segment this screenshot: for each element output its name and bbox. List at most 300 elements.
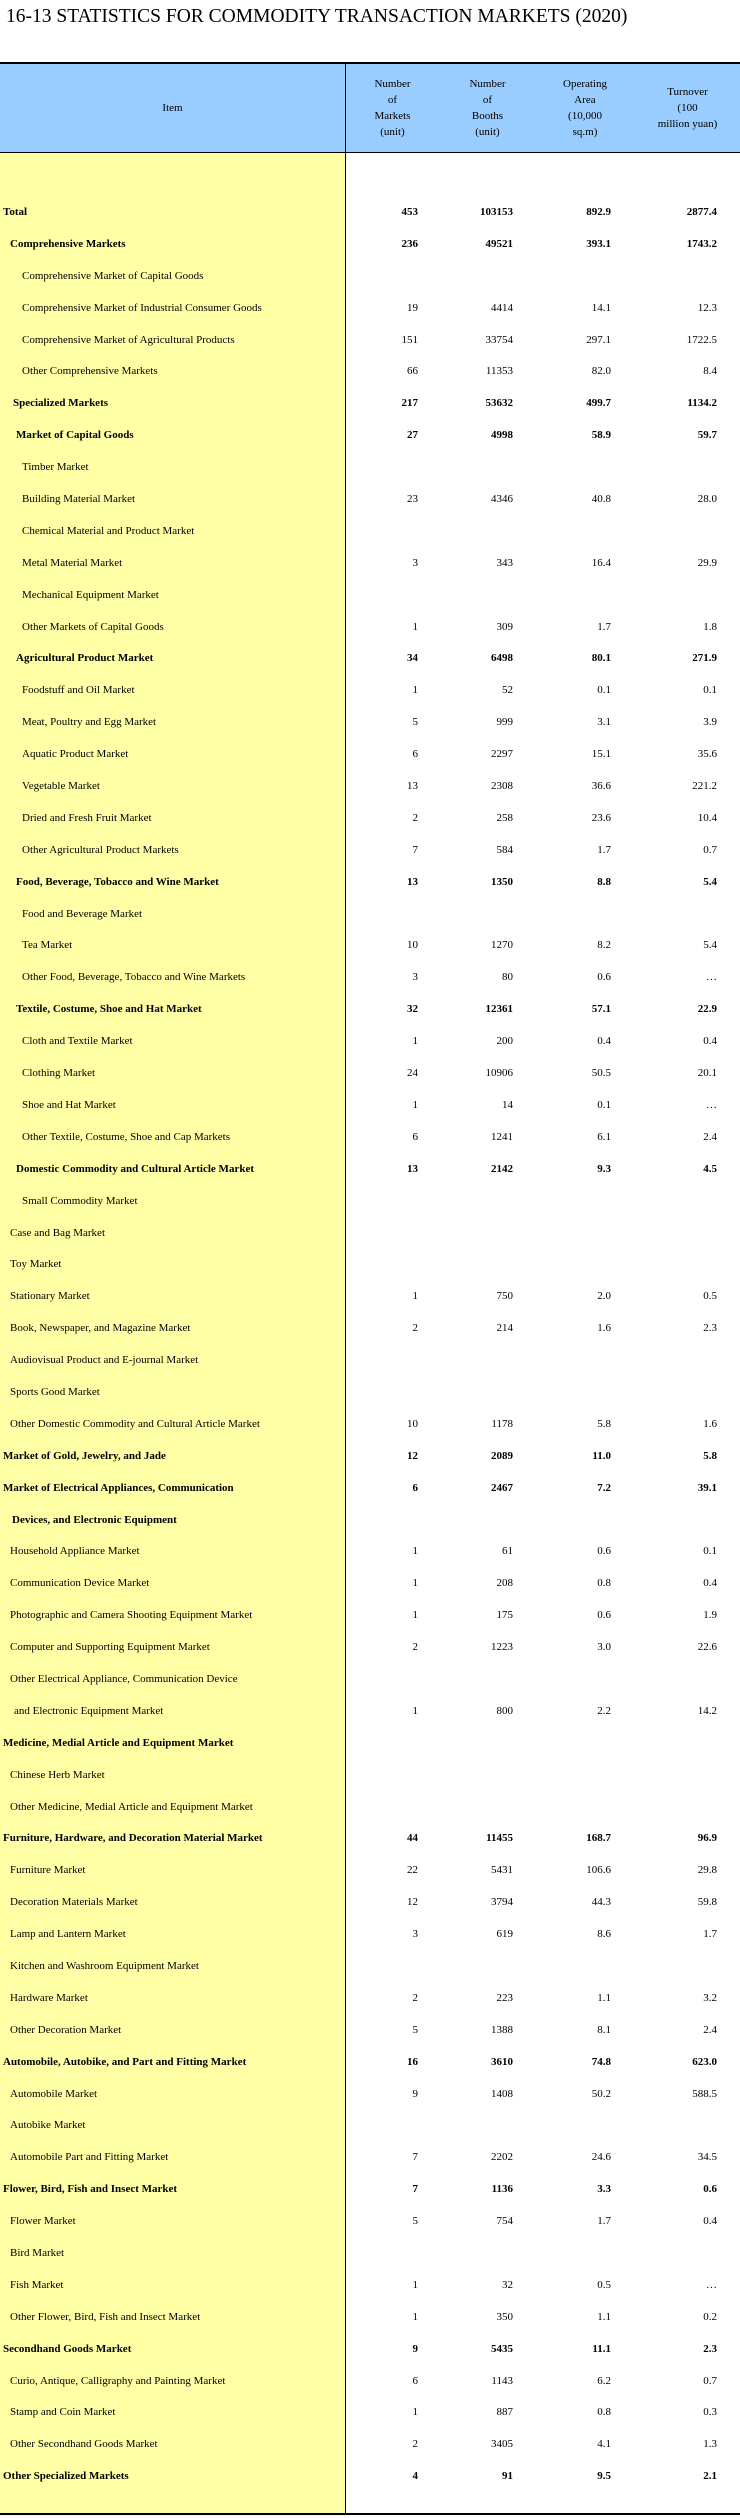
cell-area: 11.1 — [592, 2342, 611, 2355]
cell-area: 1.7 — [597, 843, 611, 856]
cell-booths: 1223 — [491, 1641, 513, 1654]
cell-booths: 2467 — [491, 1481, 513, 1494]
row-label: Food, Beverage, Tobacco and Wine Market — [16, 875, 219, 888]
row-label: Medicine, Medial Article and Equipment Market — [3, 1736, 234, 1749]
table-row — [0, 1664, 740, 1696]
cell-booths: 584 — [496, 843, 513, 856]
cell-turnover: 3.2 — [703, 1991, 717, 2004]
cell-turnover: 0.7 — [703, 843, 717, 856]
row-label: Metal Material Market — [22, 556, 123, 569]
cell-markets: 6 — [412, 1130, 418, 1143]
cell-turnover: 1.3 — [703, 2438, 717, 2451]
cell-turnover: 20.1 — [697, 1067, 717, 1080]
cell-turnover: 2.4 — [703, 1130, 717, 1143]
cell-area: 50.5 — [591, 1067, 611, 1080]
row-label: Specialized Markets — [13, 397, 109, 410]
row-label: Comprehensive Market of Capital Goods — [22, 269, 204, 282]
cell-markets: 27 — [407, 429, 418, 442]
cell-turnover: 39.1 — [697, 1481, 717, 1494]
cell-booths: 343 — [496, 556, 513, 569]
table-row — [0, 1281, 740, 1313]
cell-area: 15.1 — [591, 748, 611, 761]
cell-turnover: … — [706, 2278, 717, 2291]
row-label: Other Comprehensive Markets — [22, 365, 158, 378]
cell-booths: 1388 — [491, 2023, 513, 2036]
cell-area: 44.3 — [591, 1896, 611, 1909]
cell-markets: 1 — [412, 1577, 418, 1590]
table-row — [0, 994, 740, 1026]
cell-booths: 2142 — [491, 1162, 513, 1175]
row-label: Autobike Market — [10, 2119, 86, 2132]
cell-turnover: 1743.2 — [686, 237, 717, 250]
cell-turnover: 2.3 — [703, 1322, 717, 1335]
cell-markets: 66 — [407, 365, 418, 378]
row-label: Building Material Market — [22, 493, 136, 506]
cell-turnover: 1722.5 — [686, 333, 717, 346]
cell-turnover: 0.5 — [703, 1290, 717, 1303]
cell-turnover: 2.4 — [703, 2023, 717, 2036]
table-row — [0, 1632, 740, 1664]
table-row — [0, 548, 740, 580]
table-row — [0, 1058, 740, 1090]
cell-booths: 14 — [502, 1098, 513, 1111]
cell-turnover: 5.4 — [703, 939, 717, 952]
table-row — [0, 2110, 740, 2142]
header-area: Operating Area (10,000 sq.m) — [563, 78, 607, 138]
table-row — [0, 2206, 740, 2238]
cell-turnover: 1.7 — [703, 1928, 717, 1941]
table-row — [0, 420, 740, 452]
table-row — [0, 1887, 740, 1919]
cell-area: 0.6 — [597, 1545, 611, 1558]
cell-markets: 3 — [412, 971, 418, 984]
table-row — [0, 2397, 740, 2429]
row-label: Tea Market — [22, 939, 73, 952]
cell-markets: 13 — [407, 780, 418, 793]
row-label: Devices, and Electronic Equipment — [12, 1513, 177, 1526]
cell-booths: 208 — [496, 1577, 513, 1590]
table-row — [0, 1728, 740, 1760]
cell-area: 3.0 — [597, 1641, 611, 1654]
cell-markets: 3 — [412, 556, 418, 569]
cell-markets: 22 — [407, 1864, 418, 1877]
row-label: Case and Bag Market — [10, 1226, 105, 1239]
cell-turnover: 4.5 — [703, 1162, 717, 1175]
cell-markets: 2 — [412, 1641, 418, 1654]
row-label: Furniture Market — [10, 1864, 86, 1877]
cell-turnover: 5.8 — [703, 1449, 717, 1462]
row-label: Other Specialized Markets — [3, 2470, 129, 2483]
cell-turnover: 0.4 — [703, 2215, 717, 2228]
cell-booths: 1350 — [491, 875, 513, 888]
cell-area: 9.3 — [597, 1162, 611, 1175]
cell-markets: 2 — [412, 1322, 418, 1335]
row-label: Other Domestic Commodity and Cultural Article Market — [10, 1417, 260, 1430]
cell-turnover: 271.9 — [692, 652, 717, 665]
row-label: Other Markets of Capital Goods — [22, 620, 164, 633]
row-label: Market of Electrical Appliances, Communication — [3, 1481, 234, 1494]
cell-area: 5.8 — [597, 1417, 611, 1430]
cell-booths: 1241 — [491, 1130, 513, 1143]
row-label: Comprehensive Market of Industrial Consumer Goods — [22, 301, 262, 314]
cell-booths: 80 — [502, 971, 513, 984]
cell-markets: 10 — [407, 939, 418, 952]
table-row — [0, 1696, 740, 1728]
cell-markets: 34 — [407, 652, 418, 665]
row-label: Total — [3, 206, 28, 218]
cell-turnover: 59.8 — [697, 1896, 717, 1909]
row-label: Other Textile, Costume, Shoe and Cap Markets — [22, 1130, 230, 1143]
cell-area: 499.7 — [586, 397, 611, 410]
cell-booths: 175 — [496, 1609, 513, 1622]
cell-markets: 6 — [412, 1481, 418, 1494]
cell-area: 8.1 — [597, 2023, 611, 2036]
row-label: Comprehensive Markets — [10, 237, 126, 250]
cell-area: 0.8 — [597, 1577, 611, 1590]
table-row — [0, 1568, 740, 1600]
cell-markets: 9 — [412, 2342, 418, 2355]
cell-turnover: 35.6 — [697, 748, 717, 761]
cell-area: 14.1 — [591, 301, 611, 314]
row-label: Cloth and Textile Market — [22, 1035, 133, 1048]
cell-booths: 3405 — [491, 2438, 513, 2451]
row-label: Chemical Material and Product Market — [22, 524, 195, 537]
cell-area: 50.2 — [591, 2087, 611, 2100]
cell-turnover: 0.3 — [703, 2406, 717, 2419]
table-row — [0, 2334, 740, 2366]
cell-markets: 12 — [407, 1449, 418, 1462]
table-row — [0, 1218, 740, 1250]
cell-area: 0.4 — [597, 1035, 611, 1048]
row-label: Decoration Materials Market — [10, 1896, 138, 1909]
table-row — [0, 1441, 740, 1473]
cell-area: 74.8 — [591, 2055, 611, 2068]
cell-booths: 53632 — [485, 397, 513, 410]
row-label: Other Secondhand Goods Market — [10, 2438, 158, 2451]
cell-booths: 1143 — [491, 2374, 513, 2387]
cell-booths: 258 — [496, 811, 513, 824]
cell-area: 0.6 — [597, 971, 611, 984]
cell-markets: 23 — [407, 493, 418, 506]
cell-area: 58.9 — [591, 429, 611, 442]
cell-markets: 1 — [412, 684, 418, 697]
table-row — [0, 1760, 740, 1792]
cell-booths: 11353 — [485, 365, 513, 378]
cell-area: 2.2 — [597, 1704, 611, 1717]
table-row — [0, 1249, 740, 1281]
cell-turnover: 2.3 — [703, 2342, 717, 2355]
row-label: Communication Device Market — [10, 1577, 150, 1590]
table-row — [0, 739, 740, 771]
row-label: Aquatic Product Market — [22, 748, 129, 761]
cell-markets: 6 — [412, 748, 418, 761]
cell-turnover: 5.4 — [703, 875, 717, 888]
cell-turnover: 29.8 — [697, 1864, 717, 1877]
cell-markets: 32 — [407, 1003, 418, 1016]
row-label: Agricultural Product Market — [16, 652, 154, 665]
row-label: Market of Gold, Jewelry, and Jade — [3, 1449, 166, 1462]
row-label: Automobile, Autobike, and Part and Fitting Market — [3, 2055, 247, 2068]
cell-booths: 1408 — [491, 2087, 513, 2100]
cell-area: 8.6 — [597, 1928, 611, 1941]
cell-booths: 4414 — [491, 301, 513, 314]
table-row — [0, 2302, 740, 2334]
row-label: Curio, Antique, Calligraphy and Painting Market — [10, 2374, 226, 2387]
row-label: Market of Capital Goods — [16, 429, 134, 442]
cell-markets: 16 — [407, 2055, 418, 2068]
cell-turnover: 0.4 — [703, 1035, 717, 1048]
cell-booths: 4998 — [491, 429, 513, 442]
cell-area: 36.6 — [591, 780, 611, 793]
cell-turnover: 29.9 — [697, 556, 717, 569]
table-row — [0, 2461, 740, 2493]
cell-markets: 1 — [412, 2310, 418, 2323]
header-turnover: Turnover (100 million yuan) — [657, 86, 718, 130]
table-row — [0, 516, 740, 548]
table-row — [0, 2079, 740, 2111]
cell-booths: 52 — [502, 684, 513, 697]
row-label: Audiovisual Product and E-journal Market — [10, 1354, 199, 1367]
cell-markets: 5 — [412, 2023, 418, 2036]
cell-area: 80.1 — [591, 652, 611, 665]
cell-markets: 10 — [407, 1417, 418, 1430]
cell-booths: 2089 — [491, 1449, 513, 1462]
cell-markets: 9 — [412, 2087, 418, 2100]
row-label: Vegetable Market — [22, 780, 100, 793]
table-row — [0, 1345, 740, 1377]
cell-booths: 4346 — [491, 493, 513, 506]
cell-area: 9.5 — [597, 2470, 611, 2483]
cell-markets: 4 — [412, 2470, 418, 2483]
cell-markets: 1 — [412, 1609, 418, 1622]
row-label: Photographic and Camera Shooting Equipment Market — [10, 1609, 253, 1622]
table-row — [0, 1919, 740, 1951]
table-row — [0, 1951, 740, 1983]
cell-area: 1.1 — [597, 1991, 611, 2004]
cell-markets: 5 — [412, 2215, 418, 2228]
table-row — [0, 1855, 740, 1887]
cell-turnover: 0.7 — [703, 2374, 717, 2387]
cell-turnover: 0.1 — [703, 684, 717, 697]
table-row — [0, 643, 740, 675]
cell-area: 3.1 — [597, 716, 611, 729]
cell-markets: 6 — [412, 2374, 418, 2387]
table-row — [0, 2238, 740, 2270]
cell-area: 0.6 — [597, 1609, 611, 1622]
row-label: Kitchen and Washroom Equipment Market — [10, 1959, 199, 1972]
row-label: Stationary Market — [10, 1290, 90, 1303]
cell-turnover: 22.6 — [697, 1641, 717, 1654]
cell-markets: 2 — [412, 811, 418, 824]
cell-markets: 1 — [412, 1290, 418, 1303]
cell-turnover: 0.1 — [703, 1545, 717, 1558]
row-label: Textile, Costume, Shoe and Hat Market — [16, 1003, 202, 1016]
cell-booths: 754 — [496, 2215, 513, 2228]
cell-booths: 309 — [496, 620, 513, 633]
cell-markets: 7 — [412, 2183, 418, 2196]
cell-turnover: … — [706, 1098, 717, 1111]
cell-markets: 236 — [401, 237, 418, 250]
cell-booths: 11455 — [486, 1832, 513, 1845]
row-label: Lamp and Lantern Market — [10, 1928, 126, 1941]
cell-area: 8.8 — [597, 875, 611, 888]
cell-booths: 49521 — [485, 237, 513, 250]
table-row — [0, 2366, 740, 2398]
row-label: Clothing Market — [22, 1067, 96, 1080]
cell-booths: 214 — [496, 1322, 513, 1335]
cell-booths: 887 — [496, 2406, 513, 2419]
table-row — [0, 388, 740, 420]
cell-booths: 6498 — [491, 652, 513, 665]
table-row — [0, 452, 740, 484]
cell-area: 6.1 — [597, 1130, 611, 1143]
cell-booths: 12361 — [485, 1003, 513, 1016]
table-row — [0, 1473, 740, 1505]
cell-area: 6.2 — [597, 2374, 611, 2387]
cell-area: 3.3 — [597, 2183, 611, 2196]
cell-booths: 91 — [502, 2470, 513, 2483]
cell-markets: 12 — [407, 1896, 418, 1909]
table-row — [0, 1313, 740, 1345]
table-row — [0, 803, 740, 835]
row-label: Foodstuff and Oil Market — [22, 684, 135, 697]
cell-markets: 13 — [407, 875, 418, 888]
table-row — [0, 1090, 740, 1122]
row-label: Comprehensive Market of Agricultural Products — [22, 333, 235, 346]
table-row — [0, 197, 740, 229]
cell-booths: 32 — [502, 2278, 513, 2291]
cell-markets: 7 — [412, 843, 418, 856]
row-label: Other Agricultural Product Markets — [22, 843, 179, 856]
table-row — [0, 2047, 740, 2079]
statistics-table — [0, 62, 740, 2516]
cell-booths: 200 — [496, 1035, 513, 1048]
cell-area: 23.6 — [591, 811, 611, 824]
table-row — [0, 1377, 740, 1409]
table-row — [0, 1122, 740, 1154]
cell-turnover: 588.5 — [692, 2087, 717, 2100]
cell-turnover: 28.0 — [697, 493, 717, 506]
cell-turnover: 0.4 — [703, 1577, 717, 1590]
cell-turnover: 221.2 — [692, 780, 717, 793]
row-label: Automobile Part and Fitting Market — [10, 2151, 169, 2164]
table-row — [0, 1983, 740, 2015]
cell-booths: 33754 — [485, 333, 513, 346]
cell-markets: 1 — [412, 620, 418, 633]
row-label: Shoe and Hat Market — [22, 1098, 116, 1111]
table-row — [0, 1026, 740, 1058]
cell-area: 106.6 — [586, 1864, 611, 1877]
cell-markets: 151 — [401, 333, 418, 346]
cell-area: 11.0 — [592, 1449, 611, 1462]
cell-turnover: 22.9 — [697, 1003, 717, 1016]
cell-booths: 350 — [496, 2310, 513, 2323]
cell-turnover: 2.1 — [703, 2470, 717, 2483]
table-row — [0, 356, 740, 388]
table-row — [0, 2429, 740, 2461]
cell-area: 40.8 — [591, 493, 611, 506]
cell-area: 892.9 — [586, 206, 611, 218]
table-row — [0, 1154, 740, 1186]
table-row — [0, 1536, 740, 1568]
row-label: Flower Market — [10, 2215, 76, 2228]
row-label: Book, Newspaper, and Magazine Market — [10, 1322, 191, 1335]
cell-booths: 3794 — [491, 1896, 513, 1909]
row-label: Other Food, Beverage, Tobacco and Wine Markets — [22, 971, 246, 984]
cell-area: 168.7 — [586, 1832, 611, 1845]
row-label: Fish Market — [10, 2278, 64, 2291]
header-markets: Number of Markets (unit) — [374, 78, 411, 138]
table-row — [0, 930, 740, 962]
row-label: Computer and Supporting Equipment Market — [10, 1641, 210, 1654]
row-label: Sports Good Market — [10, 1385, 100, 1398]
cell-turnover: … — [706, 971, 717, 984]
cell-booths: 61 — [502, 1545, 513, 1558]
cell-booths: 5431 — [491, 1864, 513, 1877]
table-row — [0, 484, 740, 516]
cell-booths: 800 — [496, 1704, 513, 1717]
table-row — [0, 771, 740, 803]
cell-booths: 223 — [496, 1991, 513, 2004]
cell-markets: 44 — [407, 1832, 418, 1845]
cell-area: 4.1 — [597, 2438, 611, 2451]
table-bottom-rule — [0, 2513, 740, 2515]
table-row — [0, 2015, 740, 2047]
cell-booths: 1136 — [491, 2183, 513, 2196]
table-header — [0, 64, 740, 153]
table-row — [0, 1600, 740, 1632]
cell-area: 16.4 — [591, 556, 611, 569]
cell-turnover: 1.9 — [703, 1609, 717, 1622]
cell-markets: 19 — [407, 301, 418, 314]
row-label: Furniture, Hardware, and Decoration Material Market — [3, 1832, 263, 1845]
table-row — [0, 2270, 740, 2302]
cell-area: 297.1 — [586, 333, 611, 346]
table-row — [0, 325, 740, 357]
table-rows — [0, 197, 740, 2493]
cell-markets: 1 — [412, 1098, 418, 1111]
cell-markets: 2 — [412, 2438, 418, 2451]
cell-area: 1.7 — [597, 2215, 611, 2228]
cell-booths: 103153 — [480, 206, 513, 218]
cell-area: 2.0 — [597, 1290, 611, 1303]
table-row — [0, 1409, 740, 1441]
cell-turnover: 12.3 — [697, 301, 717, 314]
cell-area: 0.1 — [597, 684, 611, 697]
table-row — [0, 229, 740, 261]
cell-turnover: 59.7 — [697, 429, 717, 442]
table-row — [0, 962, 740, 994]
table-row — [0, 293, 740, 325]
cell-turnover: 2877.4 — [686, 206, 717, 218]
row-label: Chinese Herb Market — [10, 1768, 105, 1781]
cell-turnover: 1.6 — [703, 1417, 717, 1430]
cell-area: 0.1 — [597, 1098, 611, 1111]
row-label: Flower, Bird, Fish and Insect Market — [3, 2183, 178, 2196]
row-label: Other Flower, Bird, Fish and Insect Market — [10, 2310, 201, 2323]
cell-turnover: 8.4 — [703, 365, 717, 378]
column-divider — [345, 62, 346, 2515]
row-label: Toy Market — [10, 1258, 62, 1271]
table-row — [0, 675, 740, 707]
cell-markets: 1 — [412, 2406, 418, 2419]
page-title: 16-13 STATISTICS FOR COMMODITY TRANSACTION MARKETS (2020) — [6, 6, 628, 27]
table-row — [0, 1186, 740, 1218]
cell-markets: 2 — [412, 1991, 418, 2004]
cell-booths: 2202 — [491, 2151, 513, 2164]
table-row — [0, 899, 740, 931]
cell-booths: 1178 — [491, 1417, 513, 1430]
